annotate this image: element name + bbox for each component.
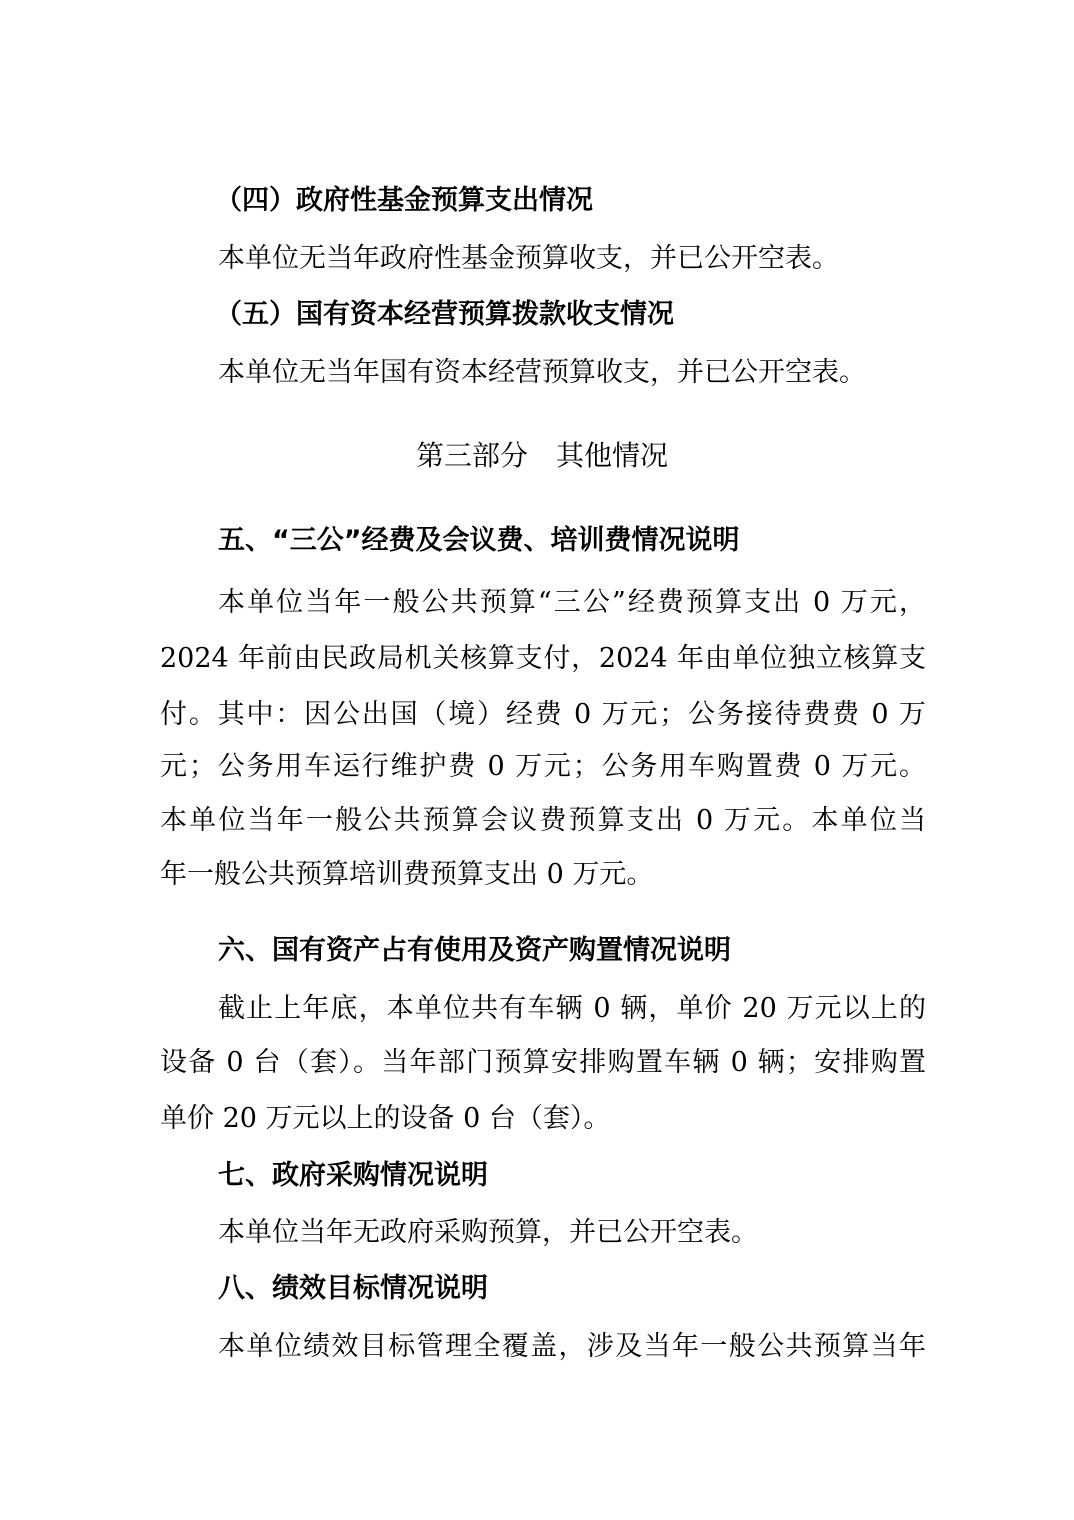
- heading-5: 五、“三公”经费及会议费、培训费情况说明: [218, 525, 740, 556]
- section-4-heading: （四）政府性基金预算支出情况: [215, 185, 593, 216]
- paragraph-8: 本单位绩效目标管理全覆盖，涉及当年一般公共预算当年: [218, 1331, 926, 1362]
- section-4-body: 本单位无当年政府性基金预算收支，并已公开空表。: [218, 243, 839, 274]
- heading-7: 七、政府采购情况说明: [218, 1160, 488, 1191]
- paragraph-6-line: 截止上年底，本单位共有车辆 0 辆，单价 20 万元以上的: [218, 993, 926, 1024]
- section-5-body: 本单位无当年国有资本经营预算收支，并已公开空表。: [218, 357, 866, 388]
- paragraph-5-line: 年一般公共预算培训费预算支出 0 万元。: [160, 859, 654, 890]
- paragraph-6-line: 设备 0 台（套）。当年部门预算安排购置车辆 0 辆；安排购置: [160, 1047, 926, 1078]
- paragraph-5-line: 元；公务用车运行维护费 0 万元；公务用车购置费 0 万元。: [160, 751, 926, 782]
- section-5-heading: （五）国有资本经营预算拨款收支情况: [215, 299, 674, 330]
- paragraph-5-line: 本单位当年一般公共预算会议费预算支出 0 万元。本单位当: [160, 805, 926, 836]
- paragraph-5-line: 2024 年前由民政局机关核算支付，2024 年由单位独立核算支: [160, 643, 926, 674]
- paragraph-7: 本单位当年无政府采购预算，并已公开空表。: [218, 1217, 758, 1248]
- paragraph-6-line: 单价 20 万元以上的设备 0 台（套）。: [160, 1103, 611, 1134]
- heading-6: 六、国有资产占有使用及资产购置情况说明: [218, 935, 731, 966]
- paragraph-5-line: 本单位当年一般公共预算“三公”经费预算支出 0 万元，: [218, 587, 926, 618]
- paragraph-5-line: 付。其中：因公出国（境）经费 0 万元；公务接待费费 0 万: [160, 699, 926, 730]
- part-3-title: 第三部分 其他情况: [415, 439, 668, 472]
- heading-8: 八、绩效目标情况说明: [218, 1273, 488, 1304]
